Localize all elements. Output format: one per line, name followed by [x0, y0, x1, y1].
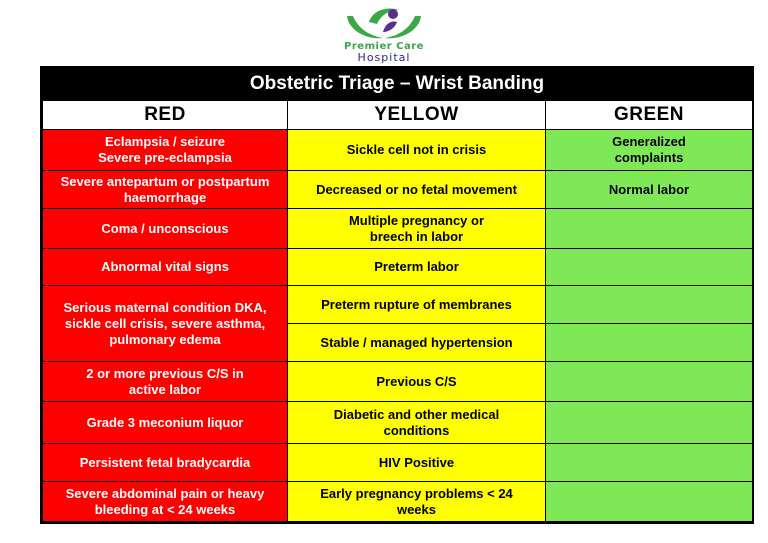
- yellow-cell: Stable / managed hypertension: [288, 324, 546, 362]
- green-cell: [546, 402, 753, 444]
- red-cell: Severe antepartum or postpartum haemorrhage: [43, 171, 288, 209]
- yellow-cell: Decreased or no fetal movement: [288, 171, 546, 209]
- red-cell: Severe abdominal pain or heavy bleeding at < 24 weeks: [43, 482, 288, 522]
- hospital-logo: [300, 2, 468, 64]
- table-row: [43, 209, 753, 249]
- table-row: [43, 402, 753, 444]
- triage-table: [42, 100, 753, 522]
- green-cell: [546, 482, 753, 522]
- logo-subtitle: Hospital: [357, 51, 411, 64]
- table-row: [43, 444, 753, 482]
- red-cell: Coma / unconscious: [43, 209, 288, 249]
- logo-name: Premier Care: [344, 41, 424, 52]
- header-row: [43, 101, 753, 130]
- red-cell: Eclampsia / seizure Severe pre-eclampsia: [43, 130, 288, 171]
- table-row: [43, 130, 753, 171]
- green-cell: [546, 362, 753, 402]
- red-cell: Serious maternal condition DKA, sickle cell crisis, severe asthma, pulmonary edema: [43, 286, 288, 362]
- table-row: [43, 286, 753, 324]
- column-header-red: RED: [43, 101, 288, 130]
- table-row: [43, 171, 753, 209]
- green-cell: [546, 249, 753, 286]
- yellow-cell: Previous C/S: [288, 362, 546, 402]
- green-cell: [546, 286, 753, 324]
- green-cell: [546, 209, 753, 249]
- table-row: [43, 482, 753, 522]
- green-cell: [546, 444, 753, 482]
- column-header-green: GREEN: [546, 101, 753, 130]
- triage-board: [40, 66, 754, 524]
- column-header-yellow: YELLOW: [288, 101, 546, 130]
- yellow-cell: HIV Positive: [288, 444, 546, 482]
- green-cell: Normal labor: [546, 171, 753, 209]
- yellow-cell: Preterm rupture of membranes: [288, 286, 546, 324]
- green-cell: Generalized complaints: [546, 130, 753, 171]
- red-cell: Abnormal vital signs: [43, 249, 288, 286]
- yellow-cell: Preterm labor: [288, 249, 546, 286]
- yellow-cell: Sickle cell not in crisis: [288, 130, 546, 171]
- green-cell: [546, 324, 753, 362]
- red-cell: Grade 3 meconium liquor: [43, 402, 288, 444]
- yellow-cell: Diabetic and other medical conditions: [288, 402, 546, 444]
- red-cell: 2 or more previous C/S in active labor: [43, 362, 288, 402]
- table-row: [43, 362, 753, 402]
- yellow-cell: Multiple pregnancy or breech in labor: [288, 209, 546, 249]
- hands-heart-logo-icon: [339, 2, 429, 42]
- yellow-cell: Early pregnancy problems < 24 weeks: [288, 482, 546, 522]
- page-title: Obstetric Triage – Wrist Banding: [42, 68, 752, 100]
- table-row: [43, 249, 753, 286]
- red-cell: Persistent fetal bradycardia: [43, 444, 288, 482]
